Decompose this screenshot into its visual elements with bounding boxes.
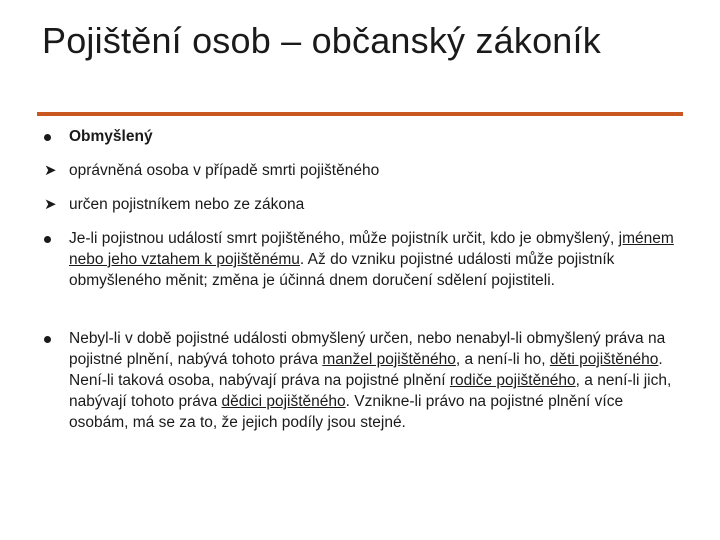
arrow-icon: ➤	[44, 162, 57, 179]
bullet-item	[44, 228, 684, 328]
bullet-text: určen pojistníkem nebo ze zákona	[69, 196, 305, 213]
arrow-icon: ➤	[44, 196, 57, 213]
underlined-text: jménem nebo jeho vztahem k pojištěnému	[69, 230, 674, 268]
underlined-text: manžel pojištěného	[322, 351, 456, 368]
dot-icon	[44, 126, 62, 147]
bullet-text: Obmyšlený	[69, 128, 153, 145]
dot-icon	[44, 228, 62, 249]
bullet-text: oprávněná osoba v případě smrti pojištěného	[69, 162, 380, 179]
bullet-item	[44, 194, 684, 228]
bullet-list	[44, 126, 684, 433]
underlined-text: děti pojištěného	[549, 351, 659, 368]
underlined-text: rodiče pojištěného	[449, 372, 576, 389]
paragraph-text: Je-li pojistnou událostí smrt pojištěného, může pojistník určit, kdo je obmyšlený, jménem nebo jeho vztahem k pojištěnému. Až do vzniku pojistné události může pojistník obmyšleného měnit; změna je účinná dnem doručení sdělení pojistiteli.	[69, 230, 674, 289]
paragraph-text: Nebyl-li v době pojistné události obmyšlený určen, nebo nenabyl-li obmyšlený práva na pojistné plnění, nabývá tohoto práva manžel pojištěného, a není-li ho, děti pojištěného. Není-li taková osoba, nabývají práva na pojistné plnění rodiče pojištěného, a není-li jich, nabývají tohoto práva dědici pojištěného. Vznikne-li právo na pojistné plnění více osobám, má se za to, že jejich podíly jsou stejné.	[69, 330, 672, 431]
slide-title: Pojištění osob – občanský zákoník	[42, 20, 601, 61]
bullet-item	[44, 328, 684, 433]
dot-icon	[44, 328, 62, 349]
underlined-text: dědici pojištěného	[221, 393, 346, 410]
title-divider	[37, 112, 683, 116]
bullet-item	[44, 126, 684, 160]
bullet-item	[44, 160, 684, 194]
